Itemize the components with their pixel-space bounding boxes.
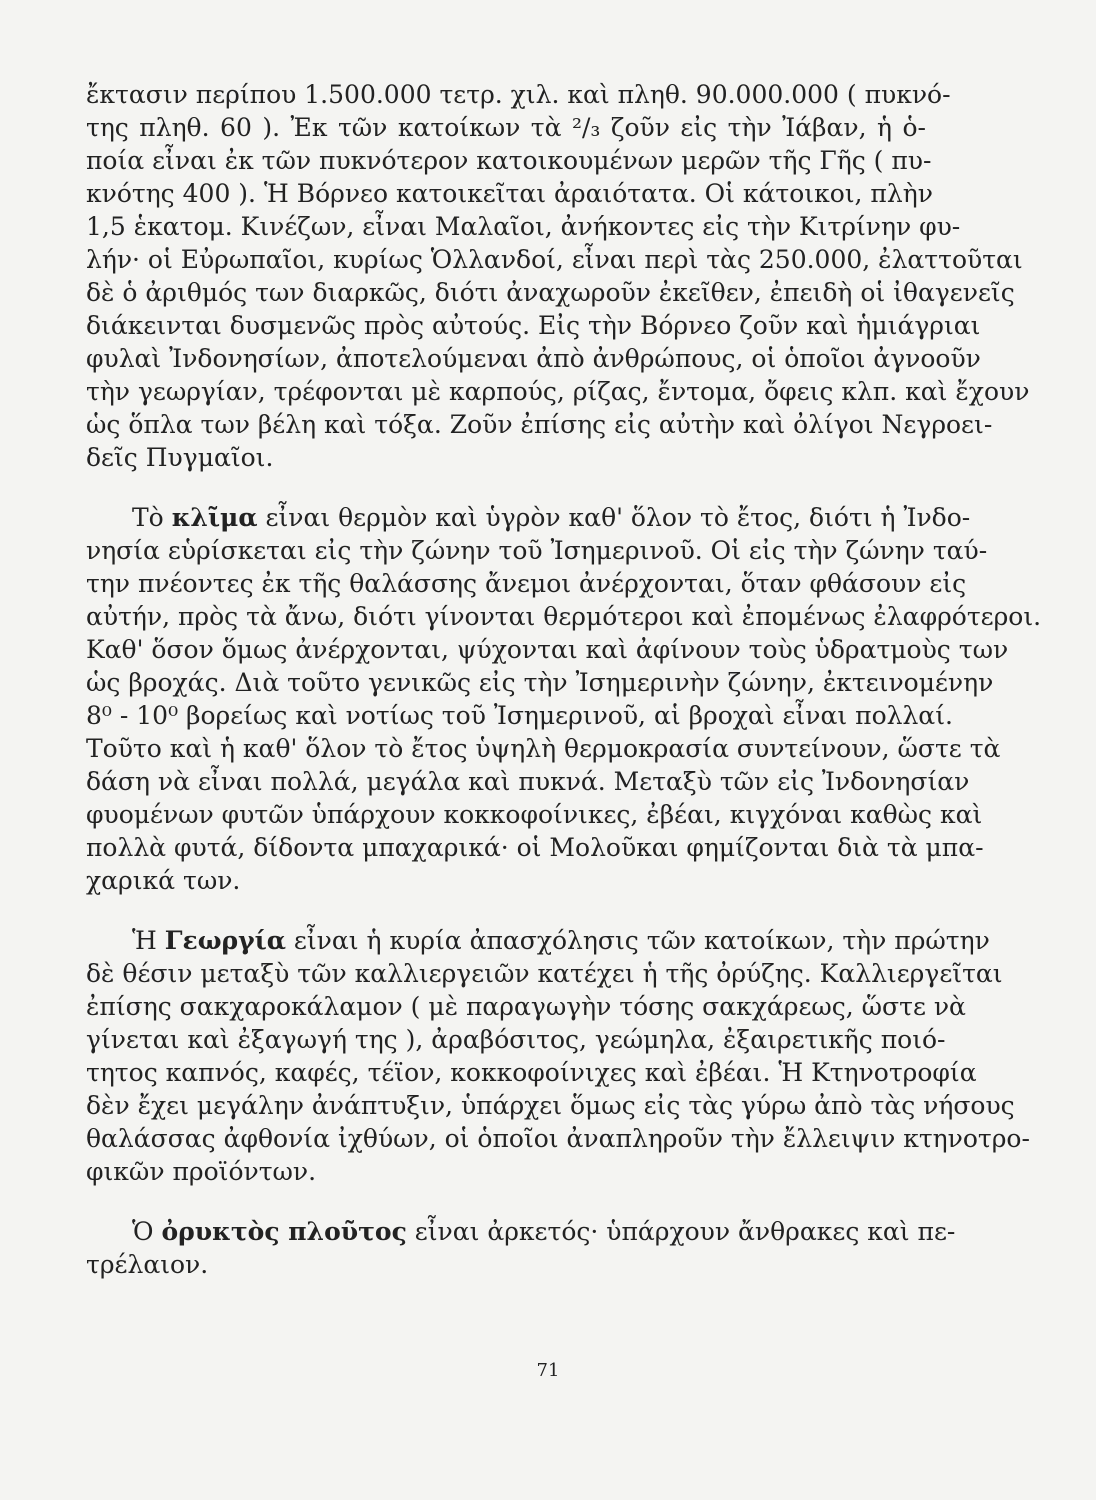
text-line: φικῶν προϊόντων. — [86, 1157, 317, 1186]
bold-term: κλῖμα — [171, 503, 258, 532]
text-line: θαλάσσας ἀφθονία ἰχθύων, οἱ ὁποῖοι ἀναπληροῦν τὴν ἔλλειψιν κτηνοτρο- — [86, 1124, 1030, 1153]
text-line: ὡς βροχάς. Διὰ τοῦτο γενικῶς εἰς τὴν Ἰσημερινὴν ζώνην, ἐκτεινομένην — [86, 668, 994, 697]
text-line: δάση νὰ εἶναι πολλά, μεγάλα καὶ πυκνά. Μεταξὺ τῶν εἰς Ἰνδονησίαν — [86, 767, 970, 796]
text-line: φυομένων φυτῶν ὑπάρχουν κοκκοφοίνικες, ἐβέαι, κιγχόναι καθὼς καὶ — [86, 800, 983, 829]
text-line: Ὁ ὀρυκτὸς πλοῦτος εἶναι ἀρκετός· ὑπάρχουν ἄνθρακες καὶ πε- — [132, 1217, 956, 1246]
text-line: χαρικά των. — [86, 866, 241, 895]
page-body-text — [86, 78, 1042, 1281]
text-line: αὐτήν, πρὸς τὰ ἄνω, διότι γίνονται θερμότεροι καὶ ἐπομένως ἐλαφρότεροι. — [86, 602, 1042, 631]
text-line: ἔκτασιν περίπου 1.500.000 τετρ. χιλ. καὶ πληθ. 90.000.000 ( πυκνό- — [86, 80, 951, 109]
bold-term: ὀρυκτὸς πλοῦτος — [161, 1217, 407, 1246]
text-line: διάκεινται δυσμενῶς πρὸς αὐτούς. Εἰς τὴν Βόρνεο ζοῦν καὶ ἡμιάγριαι — [86, 311, 981, 340]
text-line: τητος καπνός, καφές, τέϊον, κοκκοφοίνιχες καὶ ἐβέαι. Ἡ Κτηνοτροφία — [86, 1058, 977, 1087]
text-line: δεῖς Πυγμαῖοι. — [86, 443, 274, 472]
text-line: Ἡ Γεωργία εἶναι ἡ κυρία ἀπασχόλησις τῶν κατοίκων, τὴν πρώτην — [132, 926, 990, 955]
text-line: ὡς ὅπλα των βέλη καὶ τόξα. Ζοῦν ἐπίσης εἰς αὐτὴν καὶ ὀλίγοι Νεγροει- — [86, 410, 993, 439]
text-line: της πληθ. 60 ). Ἐκ τῶν κατοίκων τὰ ²/₃ ζοῦν εἰς τὴν Ἰάβαν, ἡ ὁ- — [86, 113, 926, 142]
text-line: δὲ ὁ ἀριθμός των διαρκῶς, διότι ἀναχωροῦν ἐκεῖθεν, ἐπειδὴ οἱ ἰθαγενεῖς — [86, 278, 1015, 307]
paragraph-p3 — [86, 924, 1030, 1188]
text-line: ἐπίσης σακχαροκάλαμον ( μὲ παραγωγὴν τόσης σακχάρεως, ὥστε νὰ — [86, 992, 966, 1021]
paragraph-p4 — [86, 1215, 956, 1281]
text-line: Καθ' ὅσον ὅμως ἀνέρχονται, ψύχονται καὶ ἀφίνουν τοὺς ὑδρατμοὺς των — [86, 635, 1009, 664]
text-line: την πνέοντες ἐκ τῆς θαλάσσης ἄνεμοι ἀνέρχονται, ὅταν φθάσουν εἰς — [86, 569, 967, 598]
text-line: 1,5 ἑκατομ. Κινέζων, εἶναι Μαλαῖοι, ἀνήκοντες εἰς τὴν Κιτρίνην φυ- — [86, 212, 961, 241]
page-number: 71 — [536, 1360, 560, 1381]
text-line: τὴν γεωργίαν, τρέφονται μὲ καρπούς, ρίζας, ἔντομα, ὄφεις κλπ. καὶ ἔχουν — [86, 377, 1030, 406]
paragraph-p2 — [86, 501, 1042, 897]
text-line: πολλὰ φυτά, δίδοντα μπαχαρικά· οἱ Μολοῦκαι φημίζονται διὰ τὰ μπα- — [86, 833, 984, 862]
text-line: φυλαὶ Ἰνδονησίων, ἀποτελούμεναι ἀπὸ ἀνθρώπους, οἱ ὁποῖοι ἀγνοοῦν — [86, 344, 981, 373]
paragraph-p1 — [86, 78, 1030, 474]
text-line: 8⁰ - 10⁰ βορείως καὶ νοτίως τοῦ Ἰσημερινοῦ, αἱ βροχαὶ εἶναι πολλαί. — [86, 701, 953, 730]
bold-term: Γεωργία — [164, 926, 286, 955]
text-line: κνότης 400 ). Ἡ Βόρνεο κατοικεῖται ἀραιότατα. Οἱ κάτοικοι, πλὴν — [86, 179, 933, 208]
text-line: γίνεται καὶ ἐξαγωγή της ), ἀραβόσιτος, γεώμηλα, ἐξαιρετικῆς ποιό- — [86, 1025, 946, 1054]
text-line: λήν· οἱ Εὐρωπαῖοι, κυρίως Ὁλλανδοί, εἶναι περὶ τὰς 250.000, ἐλαττοῦται — [86, 245, 1023, 274]
text-line: ποία εἶναι ἐκ τῶν πυκνότερον κατοικουμένων μερῶν τῆς Γῆς ( πυ- — [86, 146, 932, 175]
text-line: δὲν ἔχει μεγάλην ἀνάπτυξιν, ὑπάρχει ὅμως εἰς τὰς γύρω ἀπὸ τὰς νήσους — [86, 1091, 1015, 1120]
text-line: δὲ θέσιν μεταξὺ τῶν καλλιεργειῶν κατέχει ἡ τῆς ὀρύζης. Καλλιεργεῖται — [86, 959, 1003, 988]
text-line: τρέλαιον. — [86, 1250, 209, 1279]
text-line: Τὸ κλῖμα εἶναι θερμὸν καὶ ὑγρὸν καθ' ὅλον τὸ ἔτος, διότι ἡ Ἰνδο- — [132, 503, 971, 532]
text-line: νησία εὑρίσκεται εἰς τὴν ζώνην τοῦ Ἰσημερινοῦ. Οἱ εἰς τὴν ζώνην ταύ- — [86, 536, 988, 565]
text-line: Τοῦτο καὶ ἡ καθ' ὅλον τὸ ἔτος ὑψηλὴ θερμοκρασία συντείνουν, ὥστε τὰ — [86, 734, 1001, 763]
